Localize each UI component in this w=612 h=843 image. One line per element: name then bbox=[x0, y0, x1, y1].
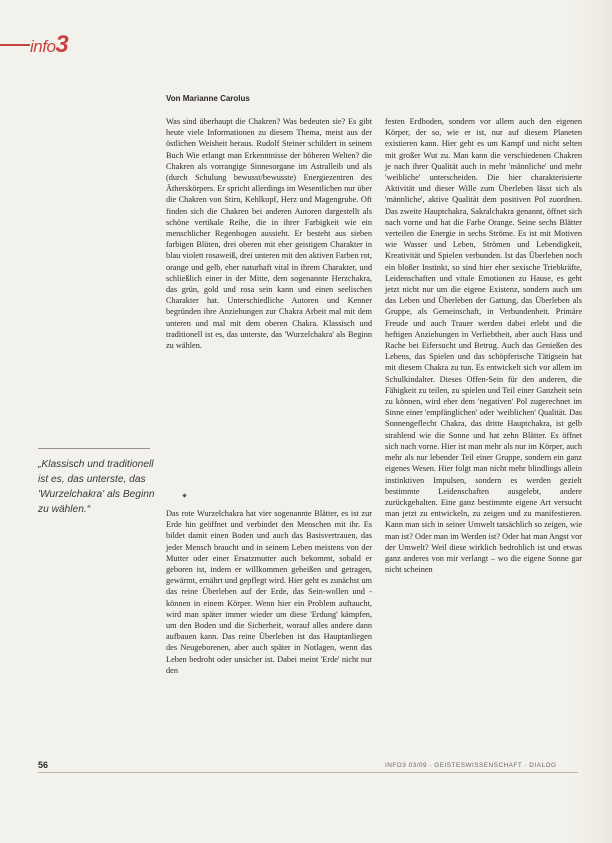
column-3-text: festen Erdboden, sondern vor allem auch den eigenen Körper, der so, wie er ist, nur auf diesem Planeten existieren kann. Hier geht es um Kampf und nicht selten mit großer Wut zu. Man kann die verschiedenen Chakren je nach ihrer Qualität auch in mehr 'männliche' und mehr 'weibliche' unterscheiden. Die hier charakterisierte Aktivität und dieser Wille zum Überleben lässt sich als 'männliche', aktive Qualität dem positiven Pol zuordnen. Das zweite Hauptchakra, Sakralchakra genannt, öffnet sich nach vorne und hat die Farbe Orange. Seine sechs Blätter verteilen die Energie in sechs Ströme. Es ist mit Motiven wie Wasser und Leben, Strömen und Lebendigkeit, Kreativität und Spielen verbunden. Ist das Überleben noch ein bloßer Instinkt, so sind hier eher sexische Triebkräfte, Leidenschaften und vitale Emotionen zu Hause, es geht jetzt nicht nur um die eigene Existenz, sondern auch um das Leben und Überleben der Gattung, das Überleben als Gruppe, als Gemeinschaft, in Verbundenheit. Primäre Freude und auch Trauer werden dabei erlebt und die heftigen Anziehungen in Verliebtheit, aber auch Hass und Rache bei Eifersucht und Betrug. Auch das Genießen des Lebens, das Spielen und das schöpferische Tätigsein hat mit diesem Chakra zu tun. Es entwickelt sich vor allem im Schulkindalter. Dieses Offen-Sein für den anderen, die Fähigkeit zu teilen, zu spielen und Teil einer Ganzheit sein zu können, wird eher dem 'negativen' Pol zugerechnet im Sinne einer 'empfänglichen' oder 'weiblichen' Qualität. Das Sonnengeflecht Chakra, das dritte Hauptchakra, ist gelb strahlend wie die Sonne und hat zehn Blätter. Es öffnet sich nach vorne. Hier ist man mehr als nur im Körper, auch mehr als nur lebender Teil einer Gruppe, sondern ein ganz eigenes Wesen. Hier folgt man nicht mehr blindlings allein instinktiven Impulsen, sondern es werden gezielt bestimmte Leidenschaften ausgelebt, andere zurückgehalten. Eine ganz bestimmte eigene Art versucht man jetzt zu entwickeln, zu zeigen und zu manifestieren. Kann man sich in seiner Umwelt tatsächlich so zeigen, wie man ist? Oder man im Werden ist? Oder hat man Angst vor der Umwelt? Weil diese wirklich bedrohlich ist und etwas ganz anderes von mir verlangt – wo die eigene Sonne gar nicht scheinen bbox=[385, 117, 582, 575]
logo-text: info bbox=[30, 37, 56, 56]
pull-quote: „Klassisch und traditionell ist es, das unterste, das 'Wurzelchakra' als Beginn zu wählen.“ bbox=[38, 459, 155, 515]
article-column-2 bbox=[166, 508, 372, 676]
magazine-logo bbox=[30, 31, 68, 59]
footer-rule bbox=[38, 772, 578, 773]
page-number: 56 bbox=[38, 760, 49, 770]
article-column-1 bbox=[166, 116, 372, 351]
footer-source: INFO3 03/09 · GEISTESWISSENSCHAFT · DIALOG bbox=[385, 762, 557, 769]
column-1-text: Was sind überhaupt die Chakren? Was bedeuten sie? Es gibt heute viele Informationen zu diesem Thema, meist aus der östlichen Weisheit heraus. Rudolf Steiner schildert in seinem Buch Wie erlangt man Erkenntnisse der höheren Welten? die Chakren als vorrangige Sinnesorgane im Astralleib und als (durch Schulung bewusst/bewusste) Energiezentren des Ätherskörpers. Er spricht allerdings im Wesentlichen nur über die Chakren von Stirn, Kehlkopf, Herz und Magengrube. Oft finden sich die Chakren bei anderen Autoren dargestellt als schöne vertikale Reihe, die in ihrer Farbigkeit wie ein menschlicher Regenbogen aussieht. Er besteht aus sieben farbigen Blüten, drei oberen mit eher geistigem Charakter in blau violett rosaweiß, drei unteren mit den aktiven Farben rot, orange und gelb, eher naturhaft vital in ihrem Charakter, und schließlich einer in der Mitte, dem sogenannte Herzchakra, das grün, gold und rosa sein kann und einen seelischen Charakter hat. Unterschiedliche Autoren und Kenner begründen ihre Anziehungen zur Chakra Arbeit mal mit dem unteren und mal mit dem oberen Chakra. Klassisch und traditionell ist es, das unterste, das 'Wurzelchakra' als Beginn zu wählen. bbox=[166, 117, 372, 351]
print-smudge bbox=[182, 493, 186, 497]
header-rule bbox=[0, 44, 30, 46]
logo-number: 3 bbox=[55, 31, 69, 58]
author-byline: Von Marianne Carolus bbox=[166, 94, 250, 103]
pull-quote-rule bbox=[38, 448, 150, 449]
article-column-3 bbox=[385, 116, 582, 575]
column-2-text: Das rote Wurzelchakra hat vier sogenannte Blätter, es ist zur Erde hin geöffnet und verbindet den Menschen mit ihr. Es bildet damit einen Boden und auch das Basisvertrauen, das jeder Mensch braucht und in seinem Leben meistens von der Mutter oder einer Ersatzmutter auch bekommt, sobald er geboren ist, indem er willkommen geheißen und getragen, gewärmt, ernährt und gepflegt wird. Hier geht es zunächst um das reine Überleben auf der Erde, das Sein-wollen und -können in einem Körper. Wenn hier ein Problem auftaucht, wird man später immer wieder um diese 'Erdung' kämpfen, um den Boden und die Sicherheit, worauf alles andere dann aufbauen kann. Das reine Überleben ist das Hauptanliegen des Neugeborenen, aber auch später in Notlagen, wenn das Leben bedroht oder unsicher ist. Dabei meint 'Erde' nicht nur den bbox=[166, 509, 372, 675]
